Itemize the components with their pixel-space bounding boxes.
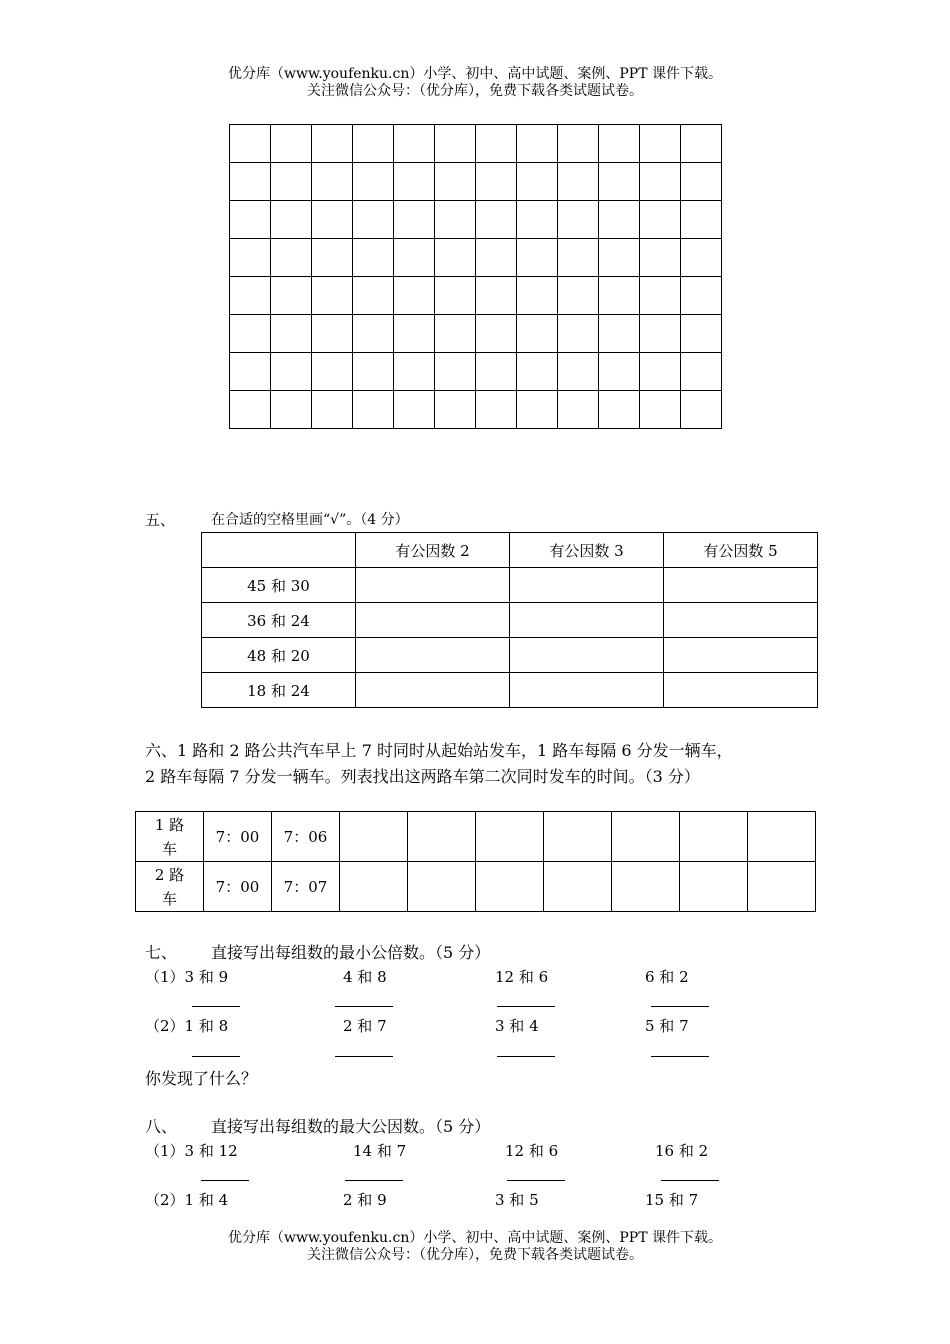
grid-cell[interactable]	[230, 391, 271, 429]
grid-row	[230, 201, 722, 239]
discovery-question: 你发现了什么？	[145, 1069, 258, 1088]
grid-cell[interactable]	[394, 201, 435, 239]
grid-cell[interactable]	[476, 391, 517, 429]
answer-line[interactable]	[497, 1006, 555, 1007]
grid-cell[interactable]	[394, 125, 435, 163]
grid-cell[interactable]	[394, 353, 435, 391]
grid-cell[interactable]	[435, 391, 476, 429]
grid-cell[interactable]	[353, 277, 394, 315]
grid-cell[interactable]	[271, 277, 312, 315]
answer-cell[interactable]	[510, 673, 664, 708]
grid-cell[interactable]	[517, 239, 558, 277]
lcm-item: 3 和 4	[495, 1017, 539, 1035]
grid-cell[interactable]	[517, 353, 558, 391]
section-6-line-1: 六、1 路和 2 路公共汽车早上 7 时同时从起始站发车，1 路车每隔 6 分发一辆车，	[145, 741, 733, 760]
grid-cell[interactable]	[271, 353, 312, 391]
grid-cell[interactable]	[599, 277, 640, 315]
grid-cell[interactable]	[353, 353, 394, 391]
section-6-line-2: 2 路车每隔 7 分发一辆车。列表找出这两路车第二次同时发车的时间。（3 分）	[145, 767, 700, 786]
grid-cell[interactable]	[353, 201, 394, 239]
answer-cell[interactable]	[612, 812, 680, 862]
grid-cell[interactable]	[640, 391, 681, 429]
section-7-title: 直接写出每组数的最小公倍数。（5 分）	[211, 943, 491, 962]
grid-cell[interactable]	[435, 353, 476, 391]
grid-cell[interactable]	[271, 315, 312, 353]
grid-cell[interactable]	[435, 239, 476, 277]
lcm-item: 12 和 6	[495, 968, 549, 986]
grid-row	[230, 391, 722, 429]
grid-cell[interactable]	[599, 391, 640, 429]
grid-cell[interactable]	[271, 163, 312, 201]
grid-cell[interactable]	[640, 125, 681, 163]
grid-cell[interactable]	[681, 163, 722, 201]
grid-cell[interactable]	[517, 277, 558, 315]
answer-cell[interactable]	[356, 673, 510, 708]
table-row	[202, 673, 818, 708]
grid-cell[interactable]	[640, 239, 681, 277]
row-label: 48 和 20	[202, 638, 356, 673]
answer-cell[interactable]	[356, 603, 510, 638]
answer-cell[interactable]	[408, 862, 476, 912]
grid-cell[interactable]	[230, 277, 271, 315]
answer-line[interactable]	[651, 1056, 709, 1057]
grid-cell[interactable]	[476, 125, 517, 163]
header-line-2: 关注微信公众号：（优分库），免费下载各类试题试卷。	[307, 83, 643, 99]
grid-cell[interactable]	[681, 315, 722, 353]
lcm-item: 2 和 7	[343, 1017, 387, 1035]
grid-cell[interactable]	[599, 353, 640, 391]
row-label: 36 和 24	[202, 603, 356, 638]
table-header-cell	[202, 533, 356, 568]
grid-cell[interactable]	[476, 201, 517, 239]
grid-cell[interactable]	[394, 391, 435, 429]
grid-cell[interactable]	[681, 201, 722, 239]
grid-row	[230, 315, 722, 353]
gcd-item: （1）3 和 12	[145, 1142, 238, 1160]
grid-row	[230, 163, 722, 201]
grid-cell[interactable]	[476, 315, 517, 353]
grid-cell[interactable]	[230, 315, 271, 353]
grid-cell[interactable]	[312, 239, 353, 277]
gcd-item: （2）1 和 4	[145, 1191, 229, 1209]
grid-cell[interactable]	[517, 125, 558, 163]
page-header	[0, 66, 950, 100]
grid-cell[interactable]	[599, 239, 640, 277]
table-header-cell: 有公因数 2	[356, 533, 510, 568]
answer-line[interactable]	[335, 1056, 393, 1057]
grid-cell[interactable]	[599, 125, 640, 163]
grid-cell[interactable]	[435, 125, 476, 163]
grid-cell[interactable]	[353, 163, 394, 201]
grid-cell[interactable]	[558, 277, 599, 315]
grid-cell[interactable]	[681, 353, 722, 391]
grid-cell[interactable]	[435, 201, 476, 239]
grid-cell[interactable]	[394, 239, 435, 277]
grid-cell[interactable]	[353, 239, 394, 277]
footer-line-2: 关注微信公众号：（优分库），免费下载各类试题试卷。	[307, 1247, 643, 1263]
grid-cell[interactable]	[558, 391, 599, 429]
grid-cell[interactable]	[394, 277, 435, 315]
table-row	[202, 568, 818, 603]
table-header-cell: 有公因数 5	[664, 533, 818, 568]
answer-line[interactable]	[345, 1180, 403, 1181]
section-7-number: 七、	[145, 943, 178, 962]
time-cell: 7：07	[272, 862, 340, 912]
table-row	[202, 638, 818, 673]
answer-cell[interactable]	[748, 812, 816, 862]
grid-cell[interactable]	[435, 163, 476, 201]
grid-cell[interactable]	[640, 277, 681, 315]
route-label: 2 路 车	[136, 862, 204, 912]
answer-cell[interactable]	[544, 862, 612, 912]
grid-cell[interactable]	[312, 391, 353, 429]
gcd-item: 14 和 7	[353, 1142, 407, 1160]
answer-cell[interactable]	[408, 812, 476, 862]
grid-cell[interactable]	[230, 125, 271, 163]
grid-cell[interactable]	[271, 125, 312, 163]
grid-cell[interactable]	[558, 315, 599, 353]
grid-cell[interactable]	[681, 125, 722, 163]
answer-line[interactable]	[192, 1006, 240, 1007]
answer-line[interactable]	[335, 1006, 393, 1007]
section-5-number: 五、	[145, 511, 176, 529]
table-row	[202, 603, 818, 638]
answer-cell[interactable]	[356, 638, 510, 673]
answer-line[interactable]	[507, 1180, 565, 1181]
grid-cell[interactable]	[230, 239, 271, 277]
row-label: 18 和 24	[202, 673, 356, 708]
grid-cell[interactable]	[640, 315, 681, 353]
lcm-item: 4 和 8	[343, 968, 387, 986]
table-header-cell: 有公因数 3	[510, 533, 664, 568]
grid-cell[interactable]	[599, 163, 640, 201]
answer-cell[interactable]	[664, 568, 818, 603]
grid-cell[interactable]	[517, 163, 558, 201]
grid-row	[230, 125, 722, 163]
answer-line[interactable]	[497, 1056, 555, 1057]
answer-line[interactable]	[651, 1006, 709, 1007]
gcd-item: 3 和 5	[495, 1191, 539, 1209]
grid-cell[interactable]	[353, 315, 394, 353]
grid-cell[interactable]	[312, 277, 353, 315]
gcd-item: 2 和 9	[343, 1191, 387, 1209]
table-row	[136, 862, 816, 912]
section-5-title: 在合适的空格里画“√”。（4 分）	[211, 512, 409, 528]
grid-row	[230, 277, 722, 315]
table-row	[136, 812, 816, 862]
answer-line[interactable]	[661, 1180, 719, 1181]
lcm-item: （1）3 和 9	[145, 968, 229, 986]
time-cell: 7：06	[272, 812, 340, 862]
time-cell: 7：00	[204, 812, 272, 862]
blank-grid	[229, 124, 722, 429]
answer-cell[interactable]	[510, 638, 664, 673]
row-label: 45 和 30	[202, 568, 356, 603]
grid-cell[interactable]	[435, 277, 476, 315]
lcm-item: 5 和 7	[645, 1017, 689, 1035]
answer-cell[interactable]	[664, 603, 818, 638]
time-cell: 7：00	[204, 862, 272, 912]
answer-cell[interactable]	[664, 638, 818, 673]
answer-cell[interactable]	[340, 812, 408, 862]
grid-cell[interactable]	[394, 163, 435, 201]
grid-cell[interactable]	[353, 391, 394, 429]
bus-schedule-table	[135, 811, 816, 912]
answer-cell[interactable]	[612, 862, 680, 912]
grid-cell[interactable]	[230, 201, 271, 239]
grid-cell[interactable]	[312, 201, 353, 239]
grid-cell[interactable]	[681, 277, 722, 315]
grid-cell[interactable]	[517, 391, 558, 429]
grid-cell[interactable]	[558, 239, 599, 277]
grid-cell[interactable]	[640, 201, 681, 239]
answer-cell[interactable]	[680, 812, 748, 862]
grid-cell[interactable]	[271, 201, 312, 239]
answer-cell[interactable]	[476, 812, 544, 862]
lcm-item: （2）1 和 8	[145, 1017, 229, 1035]
answer-cell[interactable]	[340, 862, 408, 912]
grid-cell[interactable]	[230, 353, 271, 391]
gcd-item: 15 和 7	[645, 1191, 699, 1209]
grid-cell[interactable]	[312, 315, 353, 353]
route-label: 1 路 车	[136, 812, 204, 862]
section-8-title: 直接写出每组数的最大公因数。（5 分）	[211, 1117, 491, 1136]
grid-cell[interactable]	[353, 125, 394, 163]
answer-cell[interactable]	[510, 603, 664, 638]
answer-line[interactable]	[192, 1056, 240, 1057]
grid-cell[interactable]	[230, 163, 271, 201]
grid-cell[interactable]	[271, 239, 312, 277]
grid-cell[interactable]	[476, 353, 517, 391]
grid-cell[interactable]	[640, 353, 681, 391]
grid-cell[interactable]	[312, 353, 353, 391]
gcd-item: 12 和 6	[505, 1142, 559, 1160]
grid-cell[interactable]	[599, 201, 640, 239]
page-footer	[0, 1230, 950, 1264]
lcm-item: 6 和 2	[645, 968, 689, 986]
grid-row	[230, 353, 722, 391]
grid-cell[interactable]	[681, 239, 722, 277]
answer-cell[interactable]	[680, 862, 748, 912]
grid-cell[interactable]	[558, 163, 599, 201]
answer-cell[interactable]	[476, 862, 544, 912]
grid-cell[interactable]	[599, 315, 640, 353]
gcd-item: 16 和 2	[655, 1142, 709, 1160]
footer-line-1: 优分库（www.youfenku.cn）小学、初中、高中试题、案例、PPT 课件下载。	[227, 1230, 722, 1246]
grid-cell[interactable]	[476, 163, 517, 201]
answer-cell[interactable]	[544, 812, 612, 862]
grid-cell[interactable]	[312, 125, 353, 163]
grid-cell[interactable]	[517, 315, 558, 353]
grid-cell[interactable]	[640, 163, 681, 201]
common-factor-table	[201, 532, 818, 708]
grid-cell[interactable]	[558, 201, 599, 239]
answer-cell[interactable]	[664, 673, 818, 708]
grid-cell[interactable]	[476, 277, 517, 315]
grid-cell[interactable]	[517, 201, 558, 239]
grid-cell[interactable]	[312, 163, 353, 201]
grid-cell[interactable]	[394, 315, 435, 353]
table-header-row	[202, 533, 818, 568]
header-line-1: 优分库（www.youfenku.cn）小学、初中、高中试题、案例、PPT 课件下载。	[227, 66, 722, 82]
answer-cell[interactable]	[356, 568, 510, 603]
answer-line[interactable]	[201, 1180, 249, 1181]
section-8-number: 八、	[145, 1117, 178, 1136]
grid-cell[interactable]	[435, 315, 476, 353]
answer-cell[interactable]	[748, 862, 816, 912]
grid-cell[interactable]	[681, 391, 722, 429]
grid-cell[interactable]	[271, 391, 312, 429]
grid-row	[230, 239, 722, 277]
answer-cell[interactable]	[510, 568, 664, 603]
grid-cell[interactable]	[558, 125, 599, 163]
grid-cell[interactable]	[476, 239, 517, 277]
grid-cell[interactable]	[558, 353, 599, 391]
